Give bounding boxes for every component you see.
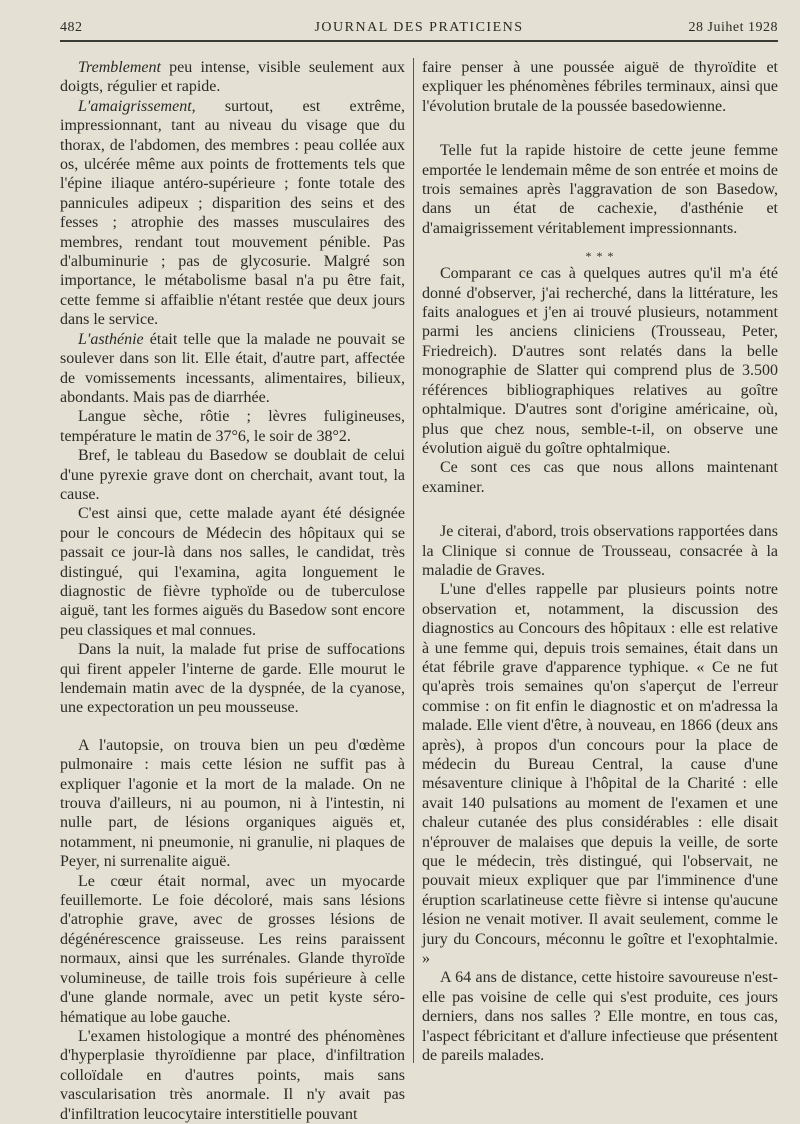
header-rule <box>60 40 778 42</box>
left-column <box>60 58 405 1124</box>
paragraph <box>422 580 778 968</box>
paragraph-text: L'examen histologique a montré des phénomènes d'hyperplasie thyroïdienne par place, d'infiltration colloïdale en d'autres points, mais sans vascularisation très anormale. Il n'y avait pas d'infiltration leucocytaire interstitielle pouvant <box>60 1027 405 1123</box>
paragraph-text: Je citerai, d'abord, trois observations rapportées dans la Clinique si connue de Trousseau, consacrée à la maladie de Graves. <box>422 523 778 579</box>
paragraph-text: surtout, est extrême, impressionnant, tant au niveau du visage que du thorax, de l'abdomen, des membres : peau collée aux os, ulcérée même aux points de frottements tels que l'épine iliaque antéro-supérieure ; fonte totale des pannicules adipeux ; disparition des seins et des fesses ; atrophie des masses musculaires des membres, rendant tout mouvement pénible. Pas d'albuminurie ; pas de glycosurie. Malgré son importance, le métabolisme basal n'a pu être fait, cette femme si affaiblie n'étant restée que deux jours dans le service. <box>60 97 405 329</box>
paragraph-text: L'une d'elles rappelle par plusieurs points notre observation et, notamment, la discussion des diagnostics au Concours des hôpitaux : elle est relative à une femme qui, depuis trois semaines, était dans un état fébrile grave d'apparence typhique. « Ce ne fut qu'après trois semaines qu'on s'aperçut de l'erreur commise : on fit enfin le diagnostic et on m'adressa la malade. Elle vient d'être, à nouveau, en 1866 (deux ans après), à propos d'un concours pour la place de médecin du Bureau Central, la cause d'une mésaventure clinique à l'hôpital de la Charité : elle avait 140 pulsations au moment de l'examen et une chaleur cutanée des plus considérables : elle disait n'éprouver de malaises que depuis la veille, de sorte que le médecin, très distingué, qui l'observait, ne pouvait mieux expliquer que par l'imminence d'une éruption scarlatineuse cette fièvre si intense qu'aucune lésion ne venait motiver. Il avait seulement, comme le jury du Concours, méconnu le goître et l'exophtalmie. » <box>422 581 778 968</box>
paragraph-text: faire penser à une poussée aiguë de thyroïdite et expliquer les phénomènes fébriles terminaux, ainsi que l'évolution brutale de la poussée basedowienne. <box>422 59 778 115</box>
paragraph <box>60 58 405 97</box>
running-header <box>60 20 778 42</box>
emphasis: Tremblement <box>78 59 161 76</box>
page-number: 482 <box>60 20 83 35</box>
paragraph-text: A l'autopsie, on trouva bien un peu d'œdème pulmonaire : mais cette lésion ne suffit pas à expliquer l'agonie et la mort de la malade. On ne trouva d'ailleurs, ni au poumon, ni à l'intestin, ni nulle part, de lésions organiques aiguës et, notamment, ni pneumonie, ni granulie, ni plaques de Peyer, ni surrenalite aiguë. <box>60 736 405 871</box>
section-separator: * * * <box>585 249 615 264</box>
paragraph <box>422 968 778 1065</box>
paragraph <box>60 640 405 718</box>
paragraph-text: Ce sont ces cas que nous allons maintenant examiner. <box>422 459 778 496</box>
paragraph <box>60 504 405 640</box>
column-divider <box>413 58 414 1063</box>
paragraph <box>422 522 778 580</box>
paragraph <box>60 446 405 504</box>
paragraph-text: Dans la nuit, la malade fut prise de suffocations qui firent appeler l'interne de garde. Elle mourut le lendemain matin avec de la dyspnée, de la cyanose, une expectoration un peu mousseuse. <box>60 641 405 717</box>
paragraph <box>60 872 405 1027</box>
paragraph <box>60 407 405 446</box>
journal-title: JOURNAL DES PRATICIENS <box>314 20 524 35</box>
paragraph-text: Le cœur était normal, avec un myocarde feuillemorte. Le foie décoloré, mais sans lésions d'atrophie grave, avec de grosses lésions de dégénérescence graisseuse. Les reins paraissent normaux, ainsi que les surrénales. Glande thyroïde volumineuse, de taille trois fois supérieure à celle d'une glande normale, avec un petit kyste séro-hématique au lobe gauche. <box>60 872 405 1026</box>
paragraph-text: Comparant ce cas à quelques autres qu'il m'a été donné d'observer, j'ai recherché, dans la littérature, les faits analogues et j'en ai trouvé plusieurs, notamment parmi les anciens cliniciens (Trousseau, Peter, Friedreich). D'autres sont relatés dans la belle monographie de Slatter qui comprend plus de 3.500 références bibliographiques relatives au goître ophtalmique. D'autres sont d'origine américaine, où, plus que chez nous, semble-t-il, on observe une évolution aiguë du goître ophtalmique. <box>422 265 778 457</box>
paragraph-text: C'est ainsi que, cette malade ayant été désignée pour le concours de Médecin des hôpitaux qui se passait ce jour-là dans nos salles, le candidat, très distingué, qui l'examina, agita longuement le diagnostic de fièvre typhoïde ou de tuberculose aiguë, tant les formes aiguës du Basedow sont encore peu classiques et mal connues. <box>60 505 405 639</box>
paragraph-text: peu intense, visible seulement aux doigts, régulier et rapide. <box>60 59 405 96</box>
right-column <box>422 58 778 1066</box>
paragraph-text: était telle que la malade ne pouvait se soulever dans son lit. Elle était, d'autre part, affectée de vomissements incessants, alimentaires, bilieux, abondants. Mais pas de diarrhée. <box>60 330 405 406</box>
paragraph <box>60 330 405 408</box>
paragraph <box>422 58 778 116</box>
issue-date: 28 Juihet 1928 <box>688 20 778 35</box>
paragraph <box>60 97 405 330</box>
emphasis: L'asthénie <box>78 330 144 348</box>
paragraph-text: Langue sèche, rôtie ; lèvres fuligineuses, température le matin de 37°6, le soir de 38°2. <box>60 408 405 445</box>
paragraph-text: A 64 ans de distance, cette histoire savoureuse n'est-elle pas voisine de celle qui s'est produite, ces jours derniers, dans nos salles ? Elle montre, en tous cas, l'aspect fébricitant et d'allure infectieuse que présentent de pareils malades. <box>422 969 778 1065</box>
paragraph <box>60 736 405 872</box>
paragraph-text: Telle fut la rapide histoire de cette jeune femme emportée le lendemain même de son entrée et moins de trois semaines après l'aggravation de son Basedow, dans un état de cachexie, d'asthénie et d'amaigrissement véritablement impressionnants. <box>422 142 778 237</box>
emphasis: L'amaigrissement, <box>78 97 196 115</box>
paragraph <box>60 1027 405 1124</box>
paragraph <box>422 141 778 238</box>
paragraph <box>422 264 778 458</box>
paragraph <box>422 458 778 497</box>
paragraph-text: Bref, le tableau du Basedow se doublait de celui d'une pyrexie grave dont on cherchait, avant tout, la cause. <box>60 447 405 503</box>
